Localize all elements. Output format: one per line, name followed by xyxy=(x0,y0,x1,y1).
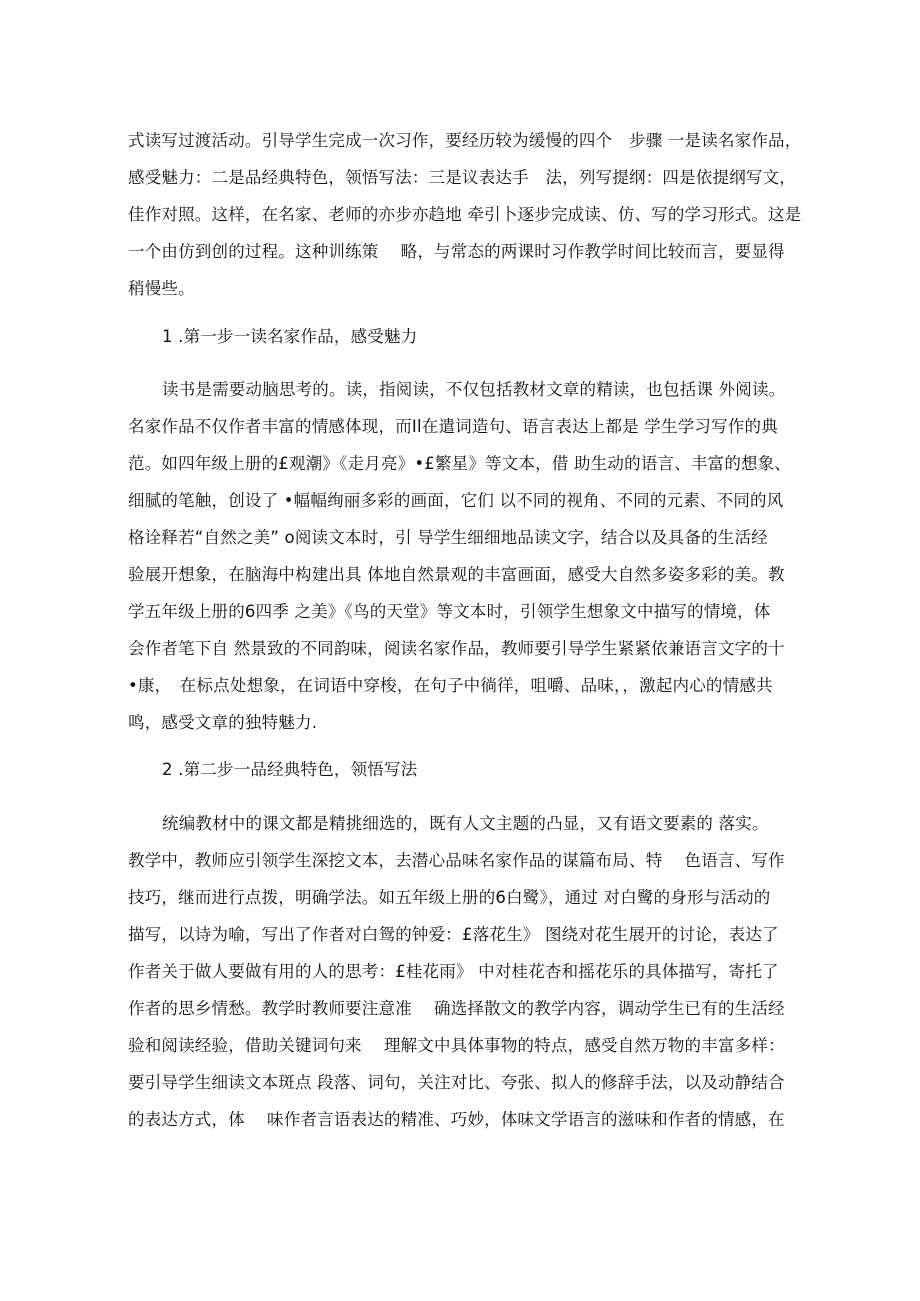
paragraph-3-line-4: 描写，以诗为喻，写出了作者对白鸳的钟爱：£落花生》 图绕对花生展开的讨论，表达了 xyxy=(128,925,779,944)
paragraph-2-line-8: 会作者笔下自 然景致的不同韵味，阅读名家作品，教师要引导学生紧紧依兼语言文字的十 xyxy=(128,639,785,658)
paragraph-3-line-5: 作者关于做人要做有用的人的思考：£桂花雨》 中对桂花杏和摇花乐的具体描写，寄托了 xyxy=(128,962,779,981)
paragraph-2-line-10: 鸣，感受文章的独特魅力. xyxy=(128,713,318,732)
section-heading-2: 2 .第二步一品经典特色，领悟写法 xyxy=(162,760,418,779)
paragraph-1-line-5: 稍慢些。 xyxy=(128,279,195,298)
paragraph-3-line-9: 的表达方式，体 味作者言语表达的精准、巧妙，体味文学语言的滋味和作者的情感，在 xyxy=(128,1110,785,1129)
paragraph-3-line-1: 统编教材中的课文都是精挑细选的，既有人文主题的凸显，又有语文要素的 落实。 xyxy=(162,814,769,833)
paragraph-2-line-7: 学五年级上册的6四季 之美》《鸟的天堂》等文本时，引领学生想象文中描写的情境，体 xyxy=(128,602,771,621)
paragraph-3-line-7: 验和阅读经验，借助关键词句来 理解文中具体事物的特点，感受自然万物的丰富多样： xyxy=(128,1036,785,1055)
paragraph-3-line-2: 教学中，教师应引领学生深挖文本，去潜心品味名家作品的谋篇布局、特 色语言、写作 xyxy=(128,851,785,870)
paragraph-2-line-1: 读书是需要动脑思考的。读，指阅读，不仅包括教材文章的精读，也包括课 外阅读。 xyxy=(162,380,786,399)
section-heading-1: 1 .第一步一读名家作品，感受魅力 xyxy=(162,327,418,346)
paragraph-3-line-6: 作者的思乡情愁。教学时教师要注意准 确选择散文的教学内容，调动学生已有的生活经 xyxy=(128,999,785,1018)
paragraph-1-line-3: 佳作对照。这样，在名家、老师的亦步亦趋地 牵引卜逐步完成读、仿、写的学习形式。这是 xyxy=(128,205,802,224)
paragraph-2-line-6: 验展开想象，在脑海中构建出具 体地自然景观的丰富画面，感受大自然多姿多彩的美。教 xyxy=(128,565,785,584)
paragraph-1-line-2: 感受魅力：二是品经典特色，领悟写法：三是议表达手 法，列写提纲：四是依提纲写文， xyxy=(128,168,796,187)
paragraph-2-line-9: •康， 在标点处想象，在词语中穿梭，在句子中徜徉，咀嚼、品味，，激起内心的情感共 xyxy=(128,676,773,695)
paragraph-1-line-4: 一个由仿到创的过程。这种训练策 略，与常态的两课时习作教学时间比较而言，要显得 xyxy=(128,242,785,261)
paragraph-2-line-3: 范。如四年级上册的£观潮》《走月亮》•£繁星》等文本，借 助生动的语言、丰富的想象、 xyxy=(128,454,792,473)
paragraph-3-line-8: 要引导学生细读文本斑点 段落、词句，关注对比、夸张、拟人的修辞手法，以及动静结合 xyxy=(128,1073,785,1092)
paragraph-2-line-4: 细腻的笔触，创设了 •幅幅绚丽多彩的画面，它们 以不同的视角、不同的元素、不同的风 xyxy=(128,491,784,510)
paragraph-3-line-3: 技巧，继而进行点拨，明确学法。如五年级上册的6白鹭》，通过 对白鹭的身形与活动的 xyxy=(128,888,771,907)
paragraph-1-line-1: 式读写过渡活动。引导学生完成一次习作，要经历较为缓慢的四个 步骤 一是读名家作品， xyxy=(128,131,802,150)
paragraph-2-line-2: 名家作品不仅作者丰富的情感体现，而Il在遣词造句、语言表达上都是 学生学习写作的典 xyxy=(128,417,778,436)
paragraph-2-line-5: 格诠释若“自然之美” o阅读文本时，引 导学生细细地品读文字，结合以及具备的生活经 xyxy=(128,528,768,547)
